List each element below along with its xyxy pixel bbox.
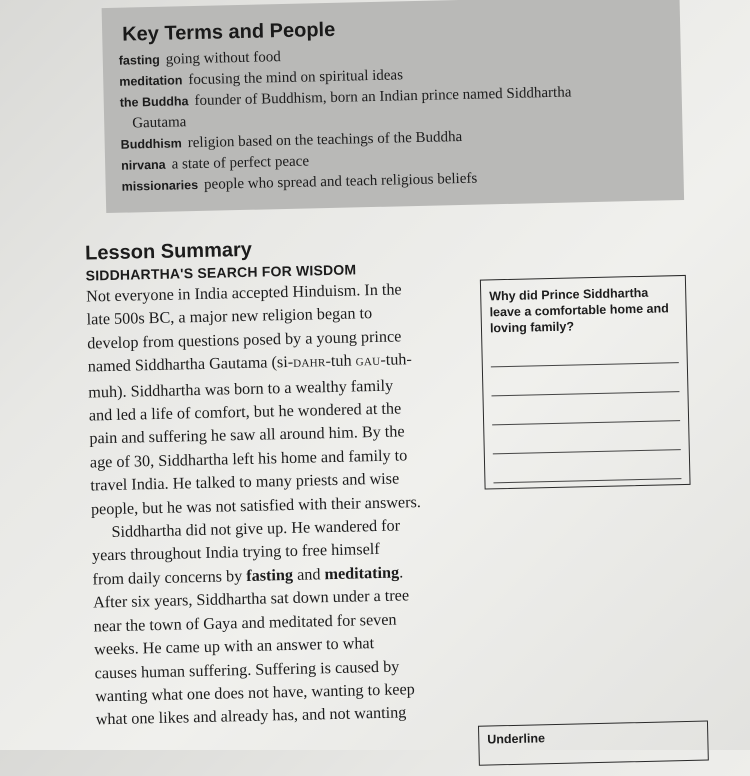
paragraph-line: near the town of Gaya and meditated for seven [93, 610, 397, 636]
key-term-word: Buddhism [120, 136, 182, 152]
section-heading: SIDDHARTHA'S SEARCH FOR WISDOM [85, 261, 357, 284]
paragraph-line: causes human suffering. Suffering is caused by [94, 657, 400, 682]
paragraph-line: people, but he was not satisfied with their answers. [90, 492, 422, 519]
paragraph-line: wanting what one does not have, wanting to keep [95, 680, 415, 706]
lesson-title: Lesson Summary [84, 238, 253, 265]
key-term-word: fasting [118, 52, 160, 68]
answer-line[interactable] [492, 420, 680, 425]
paragraph-line: Not everyone in India accepted Hinduism. In the [85, 280, 402, 306]
lesson-summary [85, 234, 456, 732]
paragraph-line: muh). Siddhartha was born to a wealthy family [88, 376, 394, 402]
key-terms-title: Key Terms and People [121, 18, 336, 46]
key-terms-box [102, 0, 685, 213]
key-term-word: nirvana [121, 157, 166, 173]
paragraph-line: develop from questions posed by a young prince [87, 327, 402, 353]
key-term-word: the Buddha [119, 94, 189, 110]
paragraph-line: late 500s BC, a major new religion began to [86, 304, 373, 329]
key-term-definition: founder of Buddhism, born an Indian prince named Siddhartha [194, 84, 572, 110]
paragraph-1 [86, 277, 451, 521]
paragraph-line: travel India. He talked to many priests and wise [90, 469, 400, 495]
answer-line[interactable] [491, 362, 679, 367]
paragraph-line: Siddhartha did not give up. He wandered for [111, 516, 401, 542]
paragraph-line: weeks. He came up with an answer to what [93, 634, 375, 659]
key-term-definition: going without food [165, 49, 281, 68]
key-term-definition: people who spread and teach religious beliefs [203, 170, 478, 193]
key-term-word: meditation [119, 73, 183, 89]
paragraph-line: age of 30, Siddhartha left his home and family to [89, 446, 408, 472]
question-box [480, 275, 691, 490]
paragraph-line: pain and suffering he saw all around him. By the [89, 422, 405, 448]
answer-line[interactable] [493, 478, 681, 483]
answer-line[interactable] [493, 449, 681, 454]
paragraph-line: named Siddhartha Gautama (si-DAHR-tuh GAU-tuh- [87, 350, 412, 376]
paragraph-line: years throughout India trying to free himself [91, 540, 380, 565]
paragraph-line: what one likes and already has, and not wanting [95, 703, 407, 729]
paragraph-line: After six years, Siddhartha sat down under a tree [92, 586, 410, 612]
answer-line[interactable] [491, 391, 679, 396]
underline-box [478, 721, 709, 766]
underline-text: Underline [487, 731, 546, 747]
key-term-word: missionaries [121, 177, 199, 194]
key-term-definition: focusing the mind on spiritual ideas [188, 67, 404, 89]
paragraph-line: from daily concerns by fasting and meditating. [92, 563, 404, 589]
key-term-definition: a state of perfect peace [171, 153, 310, 173]
question-text: Why did Prince Siddhartha leave a comfortable home and loving family? [489, 285, 669, 336]
key-term-definition: religion based on the teachings of the Buddha [187, 128, 463, 152]
key-terms-list [119, 38, 670, 197]
paragraph-2 [91, 513, 456, 732]
paragraph-line: and led a life of comfort, but he wondered at the [88, 399, 402, 425]
key-term-definition-continued: Gautama [132, 114, 187, 132]
